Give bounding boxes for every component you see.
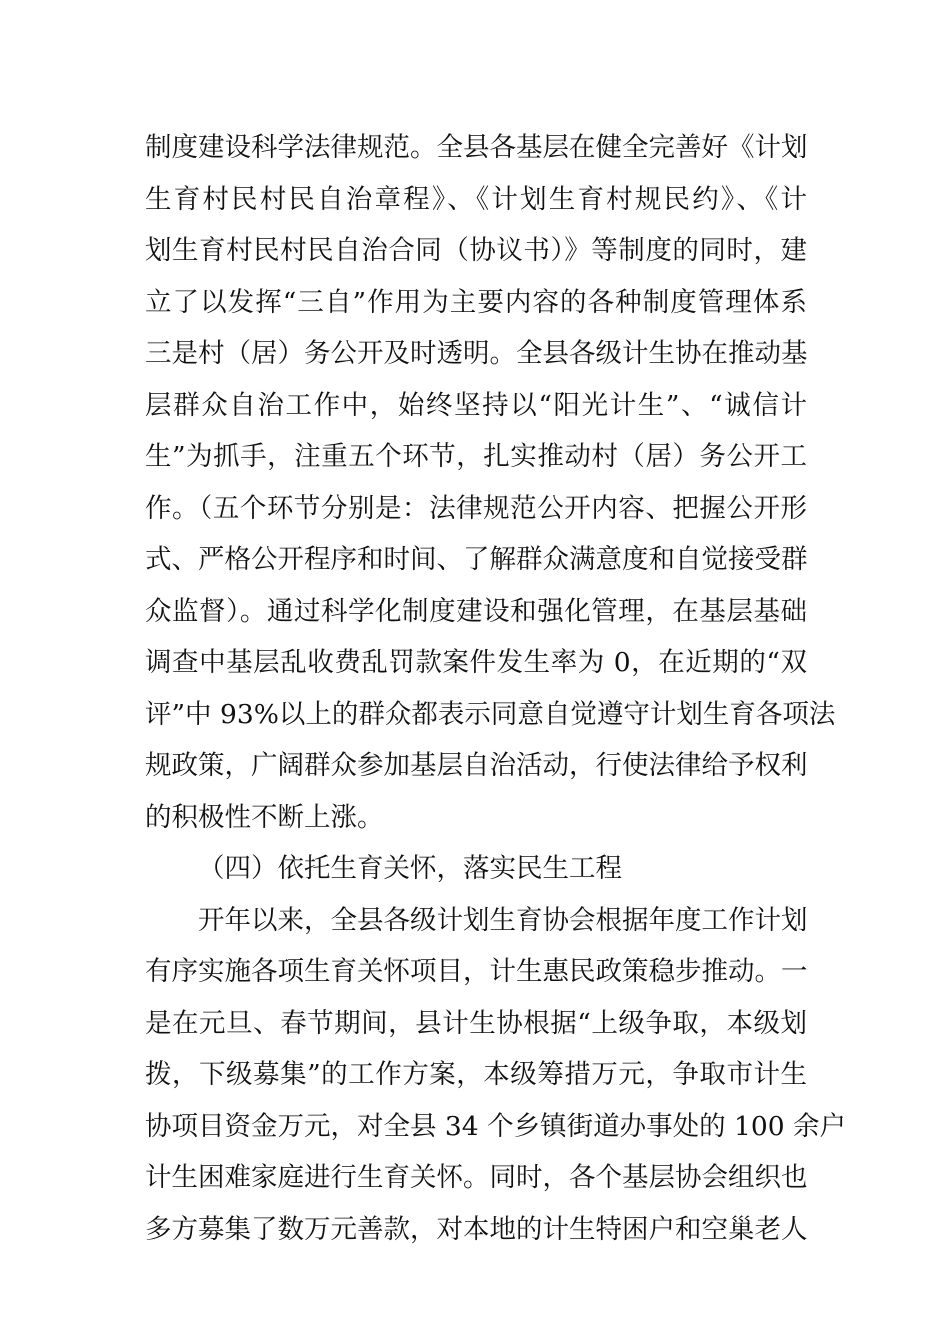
text-line-12: 评”中 93%以上的群众都表示同意自觉遵守计划生育各项法 [145,699,836,730]
text-line-18: 是在元旦、春节期间，县计生协根据“上级争取，本级划 [145,1008,807,1039]
text-line-22: 多方募集了数万元善款，对本地的计生特困户和空巢老人 [145,1214,808,1245]
text-line-10: 众监督）。通过科学化制度建设和强化管理，在基层基础 [145,596,807,627]
section-heading: （四）依托生育关怀，落实民生工程 [198,853,622,884]
text-line-13: 规政策，广阔群众参加基层自治活动，行使法律给予权利 [145,750,808,781]
text-line-2: 生育村民村民自治章程》、《计划生育村规民约》、《计 [145,184,807,215]
text-line-11: 调查中基层乱收费乱罚款案件发生率为 0，在近期的“双 [145,647,807,678]
text-line-1: 制度建设科学法律规范。全县各基层在健全完善好《计划 [145,132,808,163]
text-line-5: 三是村（居）务公开及时透明。全县各级计生协在推动基 [145,338,808,369]
text-line-7: 生”为抓手，注重五个环节，扎实推动村（居）务公开工 [145,441,807,472]
text-line-14: 的积极性不断上涨。 [145,802,384,833]
paragraph-first-line: 开年以来，全县各级计划生育协会根据年度工作计划 [198,905,808,936]
text-line-4: 立了以发挥“三自”作用为主要内容的各种制度管理体系 [145,287,807,318]
text-line-8: 作。（五个环节分别是：法律规范公开内容、把握公开形 [145,493,807,524]
text-line-6: 层群众自治工作中，始终坚持以“阳光计生”、“诚信计 [145,390,807,421]
text-line-21: 计生困难家庭进行生育关怀。同时，各个基层协会组织也 [145,1162,808,1193]
text-line-19: 拨，下级募集”的工作方案，本级筹措万元，争取市计生 [145,1059,807,1090]
text-line-20: 协项目资金万元，对全县 34 个乡镇街道办事处的 100 余户 [145,1111,846,1142]
text-line-17: 有序实施各项生育关怀项目，计生惠民政策稳步推动。一 [145,956,808,987]
text-line-9: 式、严格公开程序和时间、了解群众满意度和自觉接受群 [145,544,808,575]
text-line-3: 划生育村民村民自治合同（协议书）》等制度的同时，建 [145,235,807,266]
